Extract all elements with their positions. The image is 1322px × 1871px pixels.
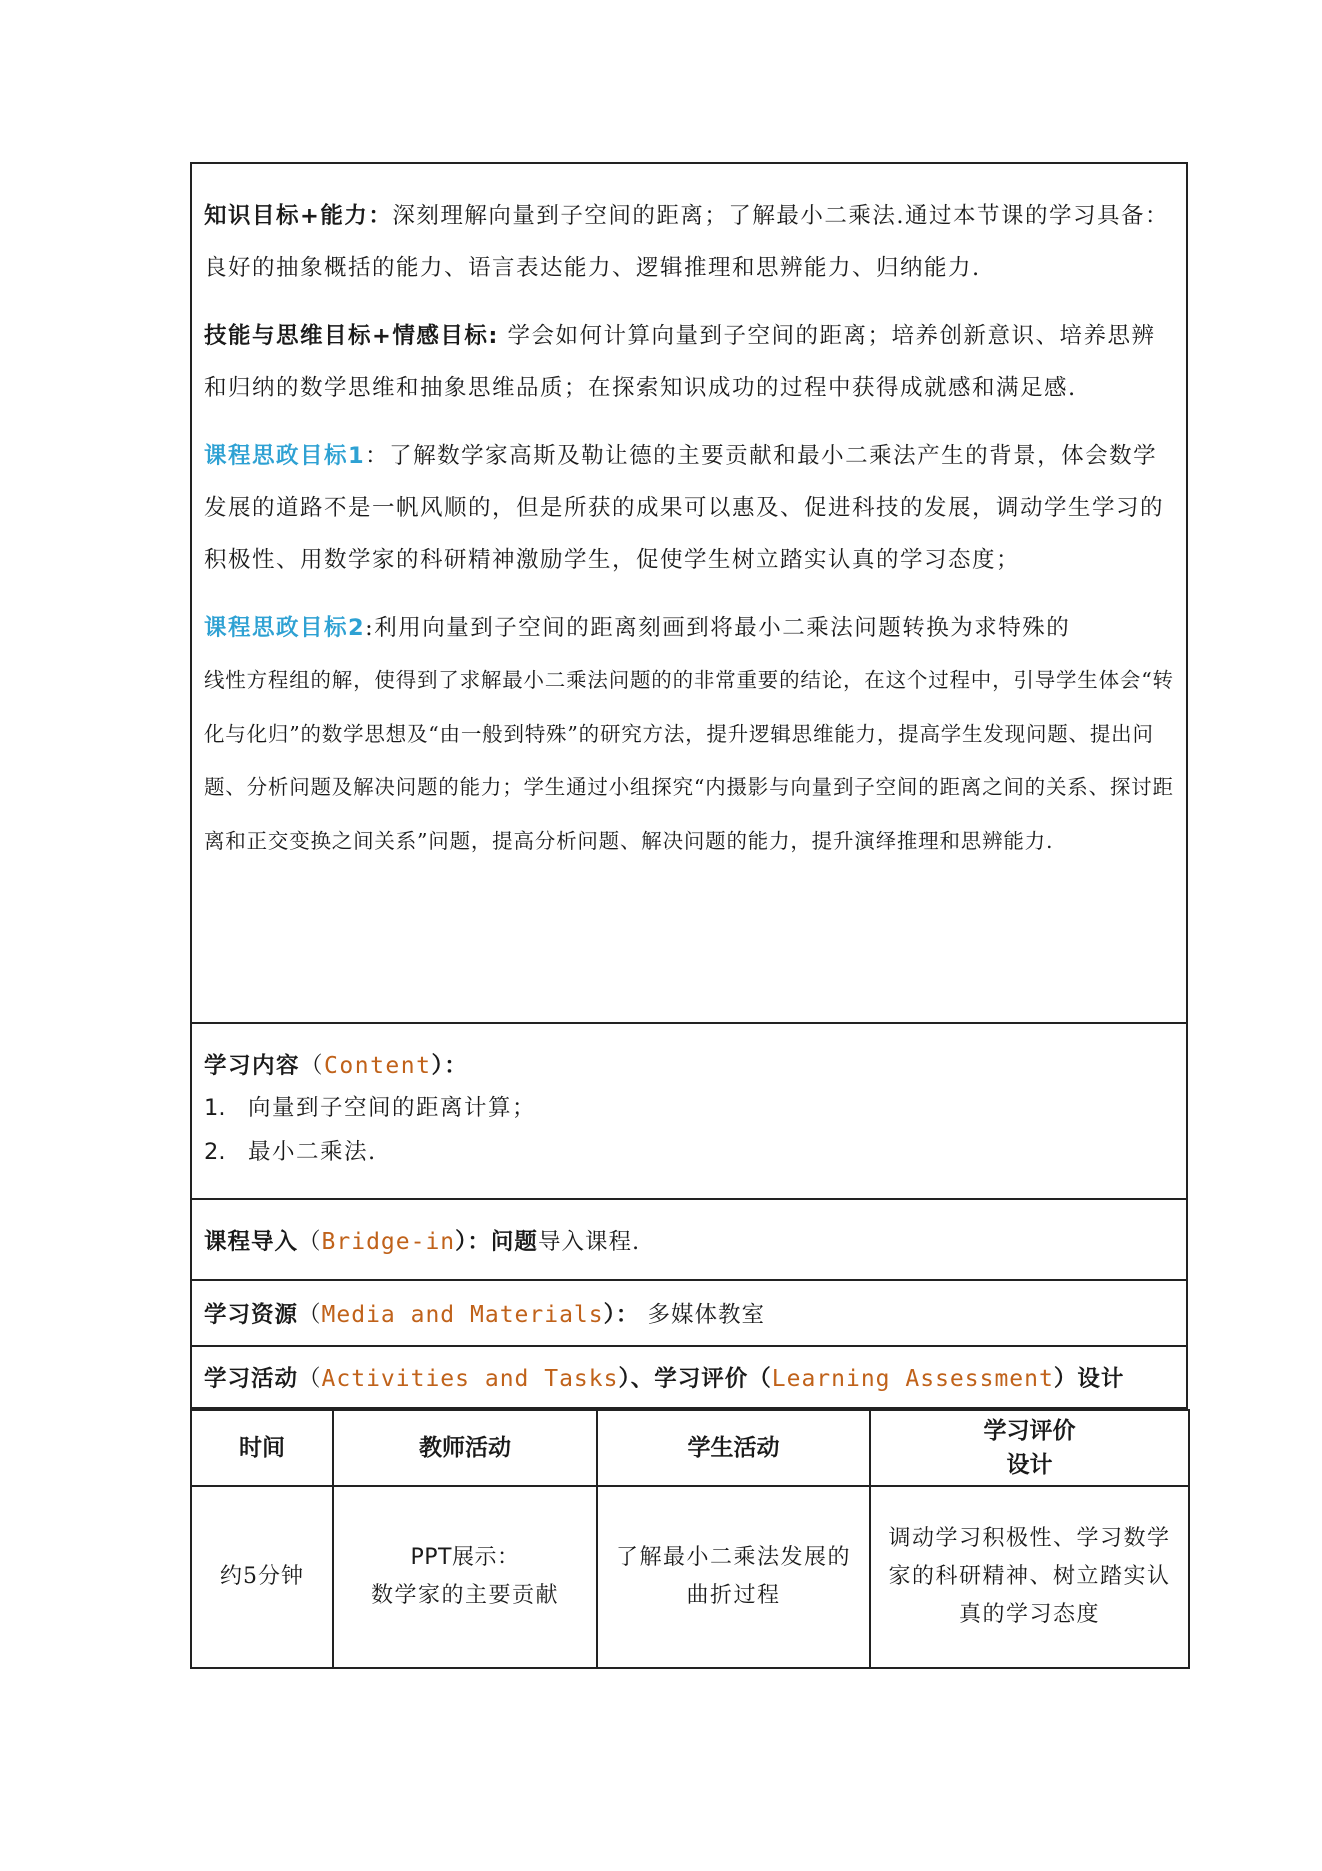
cell-teacher-line1: PPT展示： — [410, 1545, 520, 1570]
list-item-text: 最小二乘法. — [248, 1139, 377, 1165]
ideology-objective-2-text: 线性方程组的解，使得到了求解最小二乘法问题的的非常重要的结论，在这个过程中，引导学生体会“转化与化归”的数学思想及“由一般到特殊”的研究方法，提升逻辑思维能力，提高学生发现问题、提出问题、分析问题及解决问题的能力；学生通过小组探究“内摄影与向量到子空间的距离之间的关系、探讨距离和正交变换之间关系”问题，提高分析问题、解决问题的能力，提升演绎推理和思辨能力. — [204, 668, 1174, 853]
media-section — [190, 1281, 1188, 1347]
knowledge-objective-label: 知识目标+能力： — [204, 203, 393, 229]
skills-objective-label: 技能与思维目标+情感目标: — [204, 323, 499, 349]
activities-mid: ）、学习评价（ — [618, 1366, 772, 1392]
learning-content-label: 学习内容 — [204, 1053, 301, 1079]
ideology-objective-1 — [204, 430, 1174, 586]
header-time: 时间 — [191, 1410, 333, 1486]
cell-time: 约5分钟 — [191, 1486, 333, 1668]
learning-content-heading — [204, 1046, 1174, 1086]
activity-table — [190, 1409, 1190, 1669]
list-item-number: 2. — [204, 1139, 226, 1165]
cell-teacher-activity — [333, 1486, 597, 1668]
bridge-in-text: 导入课程. — [537, 1228, 641, 1255]
media-label: 学习资源 — [204, 1302, 299, 1328]
objectives-section — [190, 162, 1188, 1024]
activities-en: Activities and Tasks — [321, 1366, 619, 1392]
paren-open: （ — [298, 1366, 322, 1392]
activities-section — [190, 1347, 1188, 1409]
paren-open: （ — [300, 1053, 325, 1079]
activities-close: ）设计 — [1053, 1366, 1125, 1392]
table-header-row — [191, 1410, 1189, 1486]
ideology-objective-2 — [204, 602, 1174, 868]
list-item — [204, 1086, 1174, 1130]
learning-content-en: Content — [324, 1053, 432, 1079]
media-en: Media and Materials — [321, 1302, 604, 1328]
knowledge-objective-text: 深刻理解向量到子空间的距离；了解最小二乘法.通过本节课的学习具备：良好的抽象概括的能力、语言表达能力、逻辑推理和思辨能力、归纳能力. — [204, 203, 1170, 281]
list-item-number: 1. — [204, 1095, 226, 1121]
list-item — [204, 1130, 1174, 1174]
ideology-objective-2-label: 课程思政目标2 — [204, 615, 366, 641]
header-assessment — [870, 1410, 1189, 1486]
paren-close: ）： — [455, 1228, 491, 1255]
ideology-objective-1-label: 课程思政目标1 — [204, 443, 366, 469]
bridge-in-en: Bridge-in — [321, 1228, 456, 1255]
skills-objective — [204, 310, 1174, 414]
paren-close: ）： — [431, 1053, 469, 1079]
table-row — [191, 1486, 1189, 1668]
learning-content-section — [190, 1024, 1188, 1200]
cell-assessment: 调动学习积极性、学习数学家的科研精神、树立踏实认真的学习态度 — [870, 1486, 1189, 1668]
cell-teacher-line2: 数学家的主要贡献 — [370, 1583, 559, 1608]
skills-objective-text: 学会如何计算向量到子空间的距离；培养创新意识、培养思辨和归纳的数学思维和抽象思维品质；在探索知识成功的过程中获得成就感和满足感. — [204, 323, 1156, 401]
paren-open: （ — [298, 1228, 322, 1255]
header-assessment-line2: 设计 — [1006, 1452, 1053, 1478]
list-item-text: 向量到子空间的距离计算； — [248, 1095, 537, 1121]
paren-open: （ — [298, 1302, 322, 1328]
lesson-plan-document — [190, 162, 1188, 1669]
media-text: 多媒体教室 — [639, 1302, 766, 1328]
assessment-en: Learning Assessment — [771, 1366, 1054, 1392]
header-student-activity: 学生活动 — [597, 1410, 870, 1486]
activities-label: 学习活动 — [204, 1366, 299, 1392]
header-assessment-line1: 学习评价 — [983, 1418, 1076, 1444]
ideology-objective-2-first-line: :利用向量到子空间的距离刻画到将最小二乘法问题转换为求特殊的 — [365, 615, 1071, 641]
bridge-in-section — [190, 1200, 1188, 1281]
cell-student-activity: 了解最小二乘法发展的曲折过程 — [597, 1486, 870, 1668]
ideology-objective-1-text: ：了解数学家高斯及勒让德的主要贡献和最小二乘法产生的背景，体会数学发展的道路不是一帆风顺的，但是所获的成果可以惠及、促进科技的发展，调动学生学习的积极性、用数学家的科研精神激励学生，促使学生树立踏实认真的学习态度； — [204, 443, 1165, 573]
paren-close: ）： — [603, 1302, 640, 1328]
bridge-in-label: 课程导入 — [204, 1228, 299, 1255]
bridge-in-bold: 问题 — [490, 1228, 538, 1255]
knowledge-objective — [204, 190, 1174, 294]
header-teacher-activity: 教师活动 — [333, 1410, 597, 1486]
